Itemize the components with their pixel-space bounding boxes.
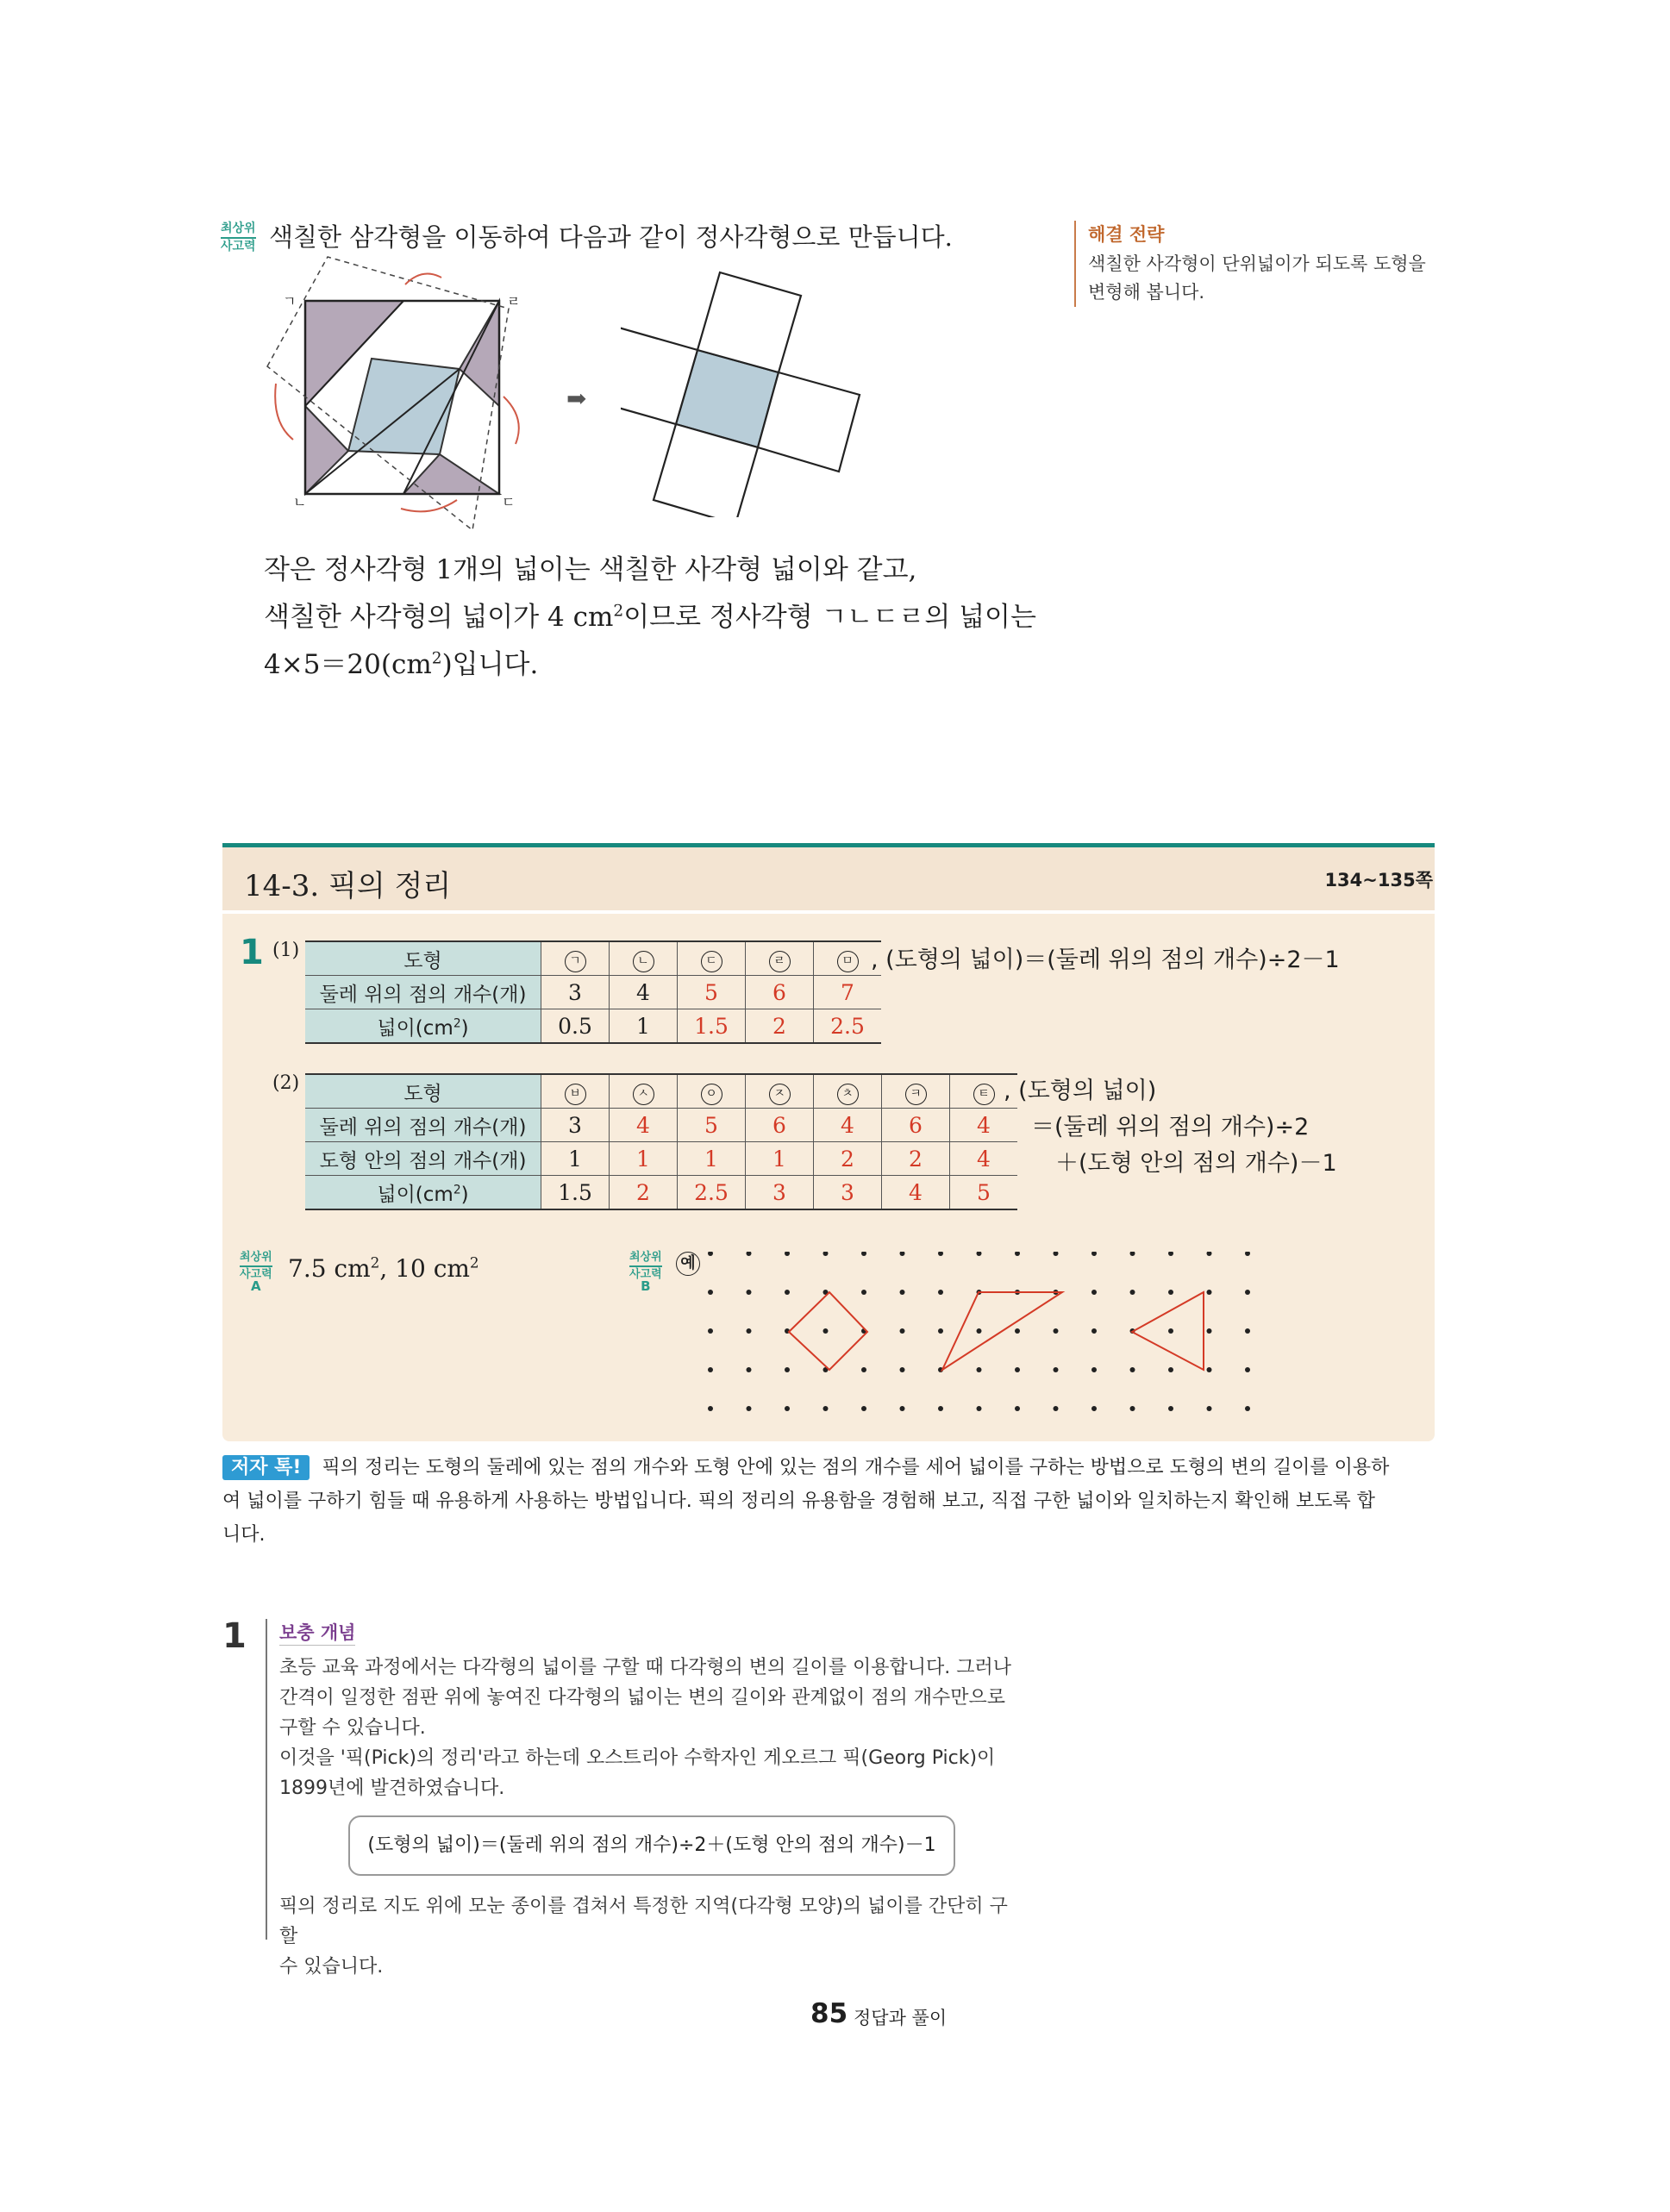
grid-dot	[1168, 1406, 1173, 1411]
dot-grid	[700, 1252, 1252, 1424]
shaded-triangle-right	[460, 301, 499, 406]
grid-dot	[1207, 1290, 1212, 1295]
grid-dot	[1130, 1290, 1135, 1295]
grid-dot	[708, 1328, 713, 1334]
table-row: 넓이$(cm^2)$ 1.5 2 2.5 3 3 4 5	[305, 1176, 1017, 1210]
grid-dot	[708, 1252, 713, 1256]
vertex-label-top-left: ㄱ	[283, 293, 297, 309]
grid-dot	[747, 1367, 752, 1372]
grid-dot	[785, 1367, 790, 1372]
page-number: 85	[810, 1998, 848, 2029]
grid-dot	[1015, 1328, 1020, 1334]
vertex-label-top-right: ㄹ	[507, 293, 521, 309]
author-note-tag: 저자 톡!	[222, 1455, 310, 1480]
grid-dot	[938, 1290, 943, 1295]
grid-dot	[1054, 1406, 1059, 1411]
grid-dot	[977, 1252, 982, 1256]
move-arrow-left	[275, 384, 293, 440]
grid-dot	[823, 1252, 829, 1256]
badge-b: 최상위 사고력 B	[629, 1251, 662, 1295]
example-mark: 예	[676, 1252, 700, 1276]
grid-dot	[785, 1406, 790, 1411]
grid-dot	[938, 1328, 943, 1334]
grid-dot	[900, 1252, 905, 1256]
grid-dot	[938, 1252, 943, 1256]
grid-dot	[708, 1406, 713, 1411]
explanation	[264, 547, 1036, 689]
move-arrow-right	[504, 397, 519, 444]
grid-dot	[1091, 1252, 1097, 1256]
strategy-title: 해결 전략	[1088, 224, 1165, 245]
grid-dot	[1207, 1328, 1212, 1334]
grid-dot	[977, 1367, 982, 1372]
grid-dot	[1168, 1367, 1173, 1372]
part2-table	[305, 1073, 1017, 1210]
grid-dot	[708, 1290, 713, 1295]
grid-dot	[1091, 1406, 1097, 1411]
top-level-badge: 최상위 사고력	[221, 222, 256, 253]
grid-dot	[900, 1367, 905, 1372]
answer-a: 7.5 $cm^2$, 10 $cm^2$	[288, 1253, 479, 1283]
table-row: 도형 ㅂ ㅅ ㅇ ㅈ ㅊ ㅋ ㅌ	[305, 1074, 1017, 1109]
grid-dot	[1245, 1406, 1250, 1411]
grid-dot	[785, 1252, 790, 1256]
strategy-body: 색칠한 사각형이 단위넓이가 되도록 도형을 변형해 봅니다.	[1088, 253, 1426, 303]
supplement-box	[266, 1619, 1021, 1978]
grid-dot	[861, 1290, 866, 1295]
table-row: 도형 ㄱ ㄴ ㄷ ㄹ ㅁ	[305, 941, 881, 976]
grid-dot	[1207, 1406, 1212, 1411]
grid-dot	[1091, 1328, 1097, 1334]
grid-dot	[1130, 1406, 1135, 1411]
badge-a: 최상위 사고력 A	[240, 1251, 272, 1295]
grid-dot	[1054, 1328, 1059, 1334]
table-row: 둘레 위의 점의 개수(개) 3 4 5 6 4 6 4	[305, 1109, 1017, 1142]
vertex-label-bottom-left: ㄴ	[293, 494, 307, 510]
part2-label: (2)	[272, 1072, 300, 1094]
grid-dot	[1091, 1367, 1097, 1372]
grid-dot	[785, 1290, 790, 1295]
grid-dot	[977, 1406, 982, 1411]
section-title: 14-3. 픽의 정리	[244, 869, 452, 903]
shaded-triangle-left	[305, 406, 348, 494]
grid-dot	[1245, 1328, 1250, 1334]
shaded-triangle-bottom	[403, 454, 499, 494]
grid-dot	[747, 1252, 752, 1256]
grid-dot	[900, 1328, 905, 1334]
grid-dot	[708, 1367, 713, 1372]
table-row: 둘레 위의 점의 개수(개) 3 4 5 6 7	[305, 976, 881, 1009]
supplement-closing: 픽의 정리로 지도 위에 모눈 종이를 겹쳐서 특정한 지역(다각형 모양)의 넓이를 간단히 구할 수 있습니다.	[279, 1896, 1008, 1978]
right-arrow-icon: ➡	[566, 384, 587, 413]
grid-dot	[1054, 1367, 1059, 1372]
grid-dot	[861, 1252, 866, 1256]
grid-dot	[1168, 1328, 1173, 1334]
grid-dot	[861, 1406, 866, 1411]
grid-dot	[1168, 1290, 1173, 1295]
grid-dot	[1015, 1252, 1020, 1256]
table-row: 넓이$(cm^2)$ 0.5 1 1.5 2 2.5	[305, 1009, 881, 1044]
grid-dot	[977, 1328, 982, 1334]
part1-label: (1)	[272, 940, 300, 961]
move-arrow-bottom	[401, 500, 457, 511]
explanation-line-2: 색칠한 사각형의 넓이가 4 $cm^2$이므로 정사각형 ㄱㄴㄷㄹ의 넓이는	[264, 602, 1036, 633]
grid-dot	[1245, 1290, 1250, 1295]
grid-dot	[1015, 1406, 1020, 1411]
grid-dot	[1245, 1367, 1250, 1372]
section-pages: 134~135쪽	[1324, 870, 1433, 890]
grid-dot	[823, 1328, 829, 1334]
supplement-formula: (도형의 넓이)＝(둘레 위의 점의 개수)÷2＋(도형 안의 점의 개수)－1	[348, 1815, 955, 1876]
problem-intro: 색칠한 삼각형을 이동하여 다음과 같이 정사각형으로 만듭니다.	[269, 222, 953, 252]
grid-dot	[1245, 1252, 1250, 1256]
move-arrow-top	[405, 274, 441, 285]
explanation-line-1: 작은 정사각형 1개의 넓이는 색칠한 사각형 넓이와 같고,	[264, 554, 917, 585]
supplement-title: 보충 개념	[279, 1619, 355, 1646]
grid-dot	[1091, 1290, 1097, 1295]
explanation-line-3: $4\times 5=20(cm^2)$입니다.	[264, 649, 539, 680]
table-row: 도형 안의 점의 개수(개) 1 1 1 1 2 2 4	[305, 1142, 1017, 1176]
grid-dot	[747, 1290, 752, 1295]
supplement-number: 1	[222, 1616, 247, 1656]
question-number: 1	[240, 933, 264, 972]
part2-formula: , (도형의 넓이) ＝(둘레 위의 점의 개수)÷2 ＋(도형 안의 점의 개수)－1	[1004, 1078, 1337, 1177]
grid-dot	[1207, 1252, 1212, 1256]
grid-dot	[900, 1406, 905, 1411]
grid-dot	[900, 1290, 905, 1295]
grid-dot	[1015, 1367, 1020, 1372]
example-shape-triangle-small	[1132, 1292, 1204, 1370]
grid-dot	[747, 1406, 752, 1411]
grid-dot	[747, 1328, 752, 1334]
part1-table	[305, 940, 881, 1044]
grid-dot	[1130, 1252, 1135, 1256]
supplement-body: 초등 교육 과정에서는 다각형의 넓이를 구할 때 다각형의 변의 길이를 이용합니다. 그러나 간격이 일정한 점판 위에 놓여진 다각형의 넓이는 변의 길이와 관계없이 점의 개수만으로 구할 수 있습니다. 이것을 '픽(Pick)의 정리'라고 하는데 오스트리아 수학자인 게오르그 픽(Georg Pick)이 1899년에 발견하였습니다.	[279, 1657, 1011, 1799]
grid-dot	[1054, 1252, 1059, 1256]
grid-dot	[938, 1406, 943, 1411]
center-square	[348, 359, 460, 454]
grid-dot	[861, 1367, 866, 1372]
vertex-label-bottom-right: ㄷ	[502, 494, 516, 510]
example-shape-triangle	[942, 1292, 1062, 1370]
grid-dot	[1168, 1252, 1173, 1256]
author-note: 저자 톡! 픽의 정리는 도형의 둘레에 있는 점의 개수와 도형 안에 있는 점의 개수를 세어 넓이를 구하는 방법으로 도형의 변의 길이를 이용하 여 넓이를 구하기 힘들 때 유용하게 사용하는 방법입니다. 픽의 정리의 유용함을 경험해 보고, 직접 구한 넓이와 일치하는지 확인해 보도록 합 니다.	[222, 1457, 1390, 1546]
grid-dot	[1207, 1367, 1212, 1372]
strategy-box	[1074, 221, 1467, 307]
footer-label: 정답과 풀이	[854, 2008, 948, 2028]
cross-figure-right	[621, 250, 905, 517]
part1-formula: , (도형의 넓이)＝(둘레 위의 점의 개수)÷2－1	[871, 947, 1340, 973]
grid-dot	[1130, 1367, 1135, 1372]
grid-dot	[823, 1406, 829, 1411]
